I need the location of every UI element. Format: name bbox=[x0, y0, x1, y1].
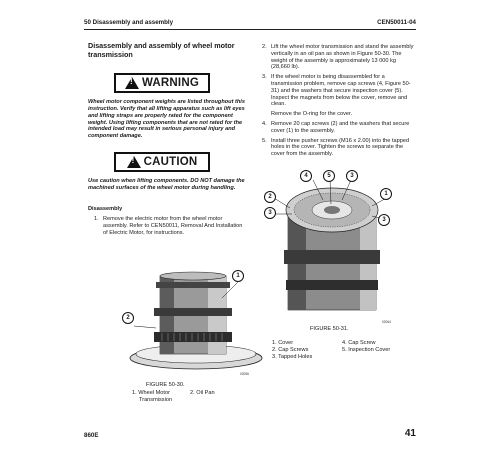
legend-item: 3. Tapped Holes bbox=[272, 354, 313, 360]
model-label: 860E bbox=[84, 432, 99, 439]
warning-box bbox=[114, 73, 210, 93]
caution-word: CAUTION bbox=[143, 155, 198, 168]
callout-4: 4 bbox=[300, 170, 312, 182]
wheel-motor-illustration bbox=[118, 268, 268, 378]
caution-text: Use caution when lifting components. DO NOT damage the machined surfaces of the wheel motor during handling. bbox=[88, 177, 245, 191]
page-header bbox=[84, 14, 416, 30]
legend-item: 2. Cap Screws bbox=[272, 347, 309, 353]
step-item: 5. Install three pusher screws (M16 x 2.00) into the tapped holes in the cover. Tighten the screws to separate the cover from the assembly. bbox=[262, 137, 410, 158]
figure-id: 02056 bbox=[240, 372, 249, 376]
figure-50-30-caption: FIGURE 50-30. bbox=[146, 382, 185, 388]
figure-50-30-drawing bbox=[118, 268, 268, 378]
figure-50-31-drawing bbox=[268, 170, 396, 320]
right-steps bbox=[262, 44, 414, 158]
callout-2: 2 bbox=[122, 312, 134, 324]
warning-triangle-icon: ! bbox=[125, 77, 139, 89]
left-column bbox=[88, 42, 248, 240]
callout-1: 1 bbox=[380, 188, 392, 200]
step-item: 2. Lift the wheel motor transmission and stand the assembly vertically in an oil pan as shown in Figure 50-30. The weight of the assembly is approximately 13 000 kg (28,660 lb). bbox=[262, 44, 414, 71]
section-title: Disassembly and assembly of wheel motor transmission bbox=[88, 41, 235, 59]
section-label: 50 Disassembly and assembly bbox=[84, 19, 174, 26]
figure-50-31-caption: FIGURE 50-31. bbox=[310, 326, 349, 332]
callout-5: 5 bbox=[323, 170, 335, 182]
step-item: Remove the O-ring for the cover. bbox=[271, 111, 353, 118]
legend-item: Transmission bbox=[139, 397, 173, 403]
warning-text: Wheel motor component weights are listed throughout this instruction. Verify that all lifting apparatus such as lift eyes and lifting straps are properly rated for the component weight. Using lifting components that are not rated for the intended load may result in serious personal injury and component damage. bbox=[88, 99, 245, 140]
callout-3: 3 bbox=[378, 214, 390, 226]
legend-item: 1. Cover bbox=[272, 340, 294, 346]
step-item: 1. Remove the electric motor from the wheel motor assembly. Refer to CEN50011, Removal And Installation of Electric Motor, for instructions. bbox=[94, 216, 243, 236]
callout-2: 2 bbox=[264, 191, 276, 203]
legend-item: 5. Inspection Cover bbox=[342, 347, 391, 353]
document-code: CEN50011-04 bbox=[377, 19, 416, 26]
legend-item: 2. Oil Pan bbox=[190, 390, 215, 396]
warning-word: WARNING bbox=[142, 76, 199, 89]
callout-1: 1 bbox=[232, 270, 244, 282]
step-item: 3. If the wheel motor is being disassembled for a transmission problem, remove cap screws (4, Figure 50-31) and the washers that secure inspection cover (5). Inspect the magnets from below the cover, remove and clean. bbox=[262, 74, 411, 108]
left-steps bbox=[88, 216, 248, 236]
caution-box bbox=[114, 152, 210, 172]
figure-id: 02064 bbox=[382, 320, 391, 324]
legend-item: 4. Cap Screw bbox=[342, 340, 376, 346]
transmission-cover-illustration bbox=[268, 170, 396, 320]
right-column bbox=[262, 44, 414, 161]
disassembly-subheading: Disassembly bbox=[88, 205, 123, 212]
caution-triangle-icon: ! bbox=[127, 156, 141, 168]
page-number: 41 bbox=[404, 428, 416, 439]
callout-3: 3 bbox=[346, 170, 358, 182]
step-item: 4. Remove 20 cap screws (2) and the washers that secure cover (1) to the assembly. bbox=[262, 120, 410, 134]
callout-3: 3 bbox=[264, 207, 276, 219]
legend-item: 1. Wheel Motor bbox=[132, 390, 170, 396]
